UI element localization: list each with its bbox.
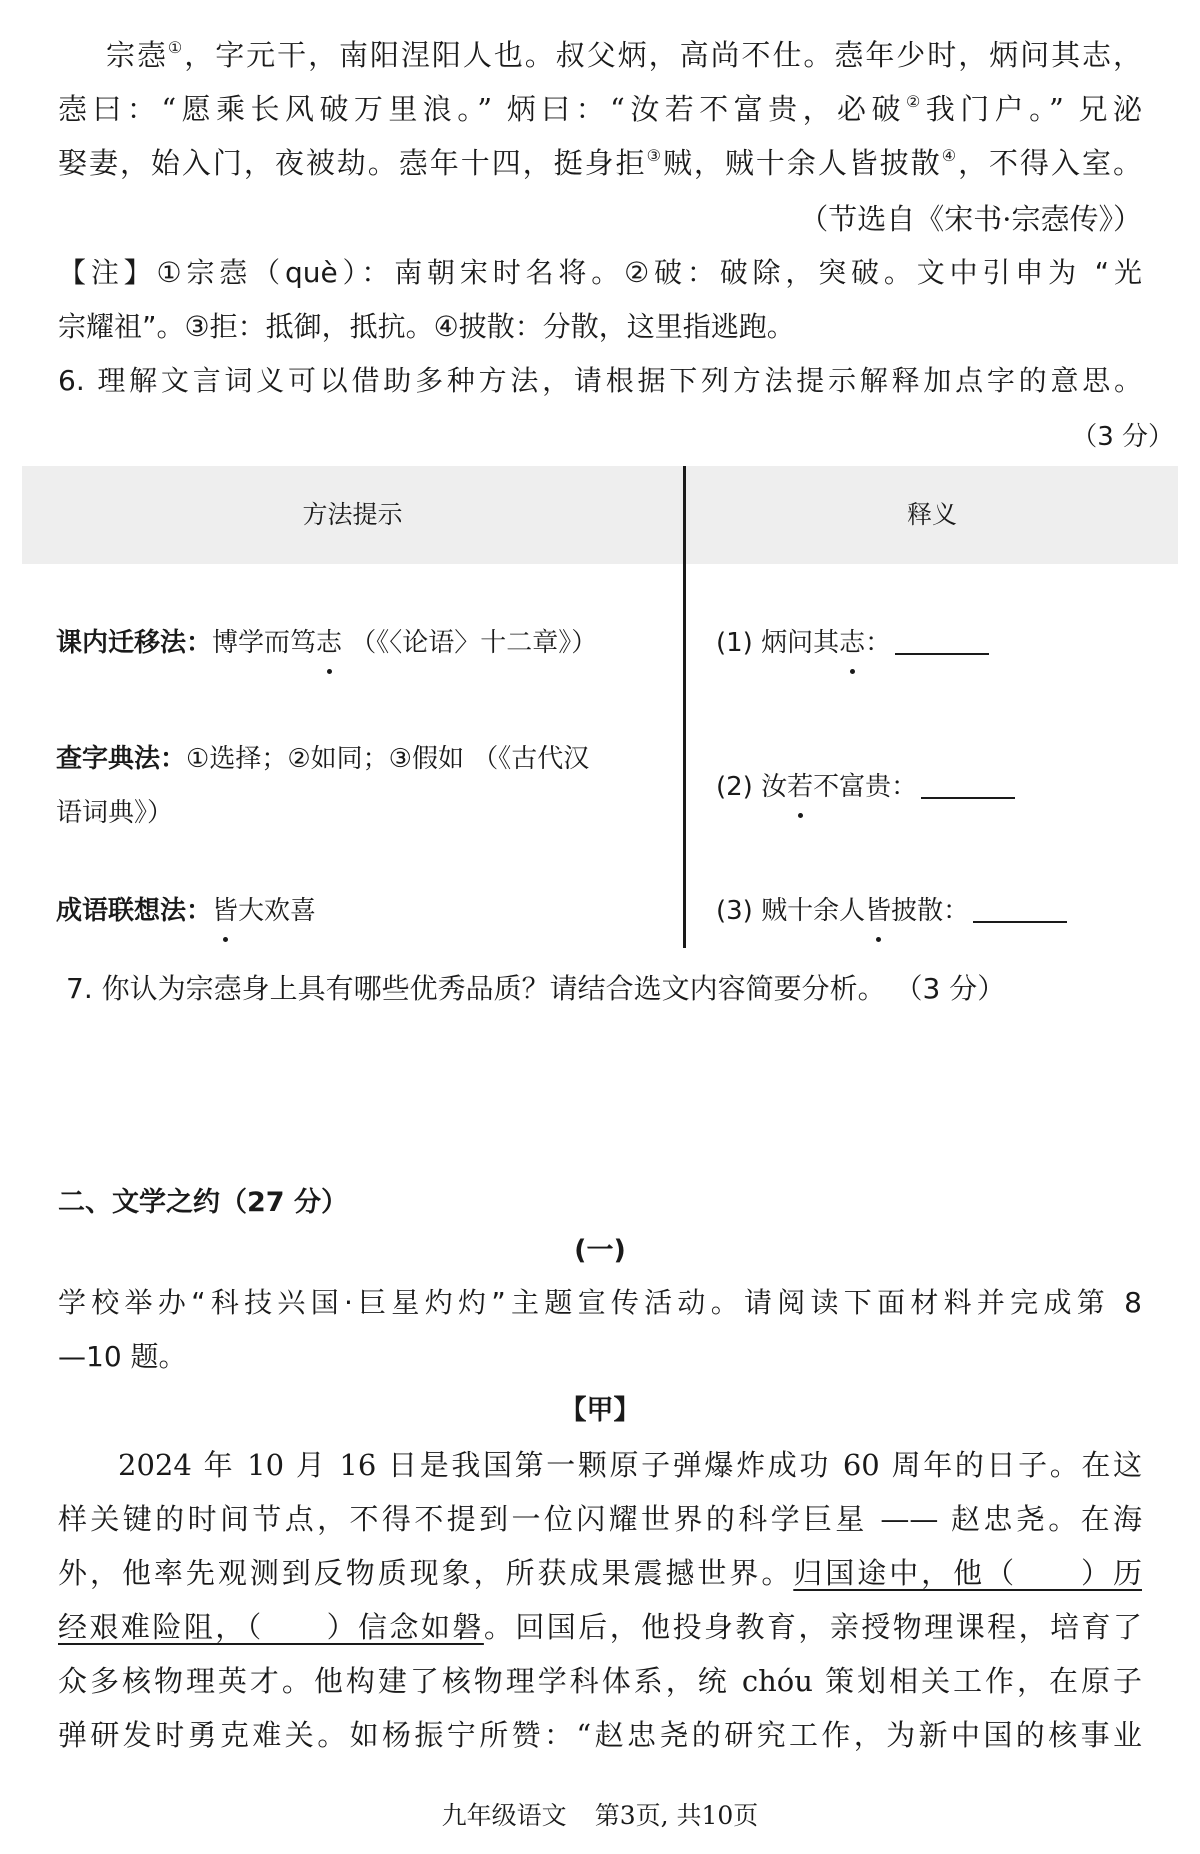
table-row-1-method: 课内迁移法：博学而笃志 （《〈论语〉十二章》） <box>56 616 597 670</box>
passage-line-1: 宗悫①，字元干，南阳涅阳人也。叔父炳，高尚不仕。悫年少时，炳问其志， <box>106 38 1142 72</box>
answer-blank-2[interactable] <box>921 777 1015 799</box>
table-row-2-gloss: (2) 汝若不富贵： <box>716 760 1015 814</box>
answer-blank-3[interactable] <box>973 901 1067 923</box>
table-row-2-method-cont: 语词典》） <box>56 798 174 828</box>
section-2-intro-1: 学校举办“科技兴国·巨星灼灼”主题宣传活动。请阅读下面材料并完成第 8 <box>58 1286 1142 1319</box>
table-row-2-method: 查字典法：①选择；②如同；③假如 （《古代汉 <box>56 744 590 774</box>
material-jia-heading: 【甲】 <box>559 1395 641 1426</box>
method-table <box>22 466 1178 948</box>
passage-line-3: 娶妻，始入门，夜被劫。悫年十四，挺身拒③贼，贼十余人皆披散④，不得入室。 <box>58 146 1142 180</box>
answer-blank-1[interactable] <box>895 633 989 655</box>
table-row-3-method: 成语联想法：皆大欢喜 <box>56 884 316 938</box>
material-line-6: 弹研发时勇克难关。如杨振宁所赞：“赵忠尧的研究工作，为新中国的核事业 <box>58 1718 1142 1752</box>
table-header-method: 方法提示 <box>302 500 403 529</box>
footer-subject: 九年级语文 <box>441 1801 567 1830</box>
table-header-gloss: 释义 <box>906 500 957 529</box>
material-line-4: 经艰难险阻，（ ）信念如磐。回国后，他投身教育，亲授物理课程，培育了 <box>58 1610 1142 1644</box>
section-2-title: 二、文学之约（27 分） <box>58 1187 348 1218</box>
table-row-1-gloss: (1) 炳问其志： <box>716 616 989 670</box>
material-line-3: 外，他率先观测到反物质现象，所获成果震撼世界。归国途中，他（ ）历 <box>58 1556 1142 1590</box>
table-row-3-gloss: (3) 贼十余人皆披散： <box>716 884 1067 938</box>
section-2-intro-2: —10 题。 <box>58 1340 187 1373</box>
notes-line-2: 宗耀祖”。③拒：抵御，抵抗。④披散：分散，这里指逃跑。 <box>58 310 795 343</box>
underlined-sentence: 归国途中，他（ ）历 <box>793 1556 1142 1590</box>
question-6-text: 6. 理解文言词义可以借助多种方法，请根据下列方法提示解释加点字的意思。 <box>58 364 1142 397</box>
material-line-1: 2024 年 10 月 16 日是我国第一颗原子弹爆炸成功 60 周年的日子。在这 <box>118 1448 1142 1482</box>
question-7-text: 7. 你认为宗悫身上具有哪些优秀品质？请结合选文内容简要分析。 （3 分） <box>66 972 1006 1005</box>
page-footer <box>0 1796 1200 1832</box>
section-2-subheading: (一) <box>574 1235 626 1266</box>
material-line-5: 众多核物理英才。他构建了核物理学科体系，统 chóu 策划相关工作，在原子 <box>58 1664 1142 1698</box>
passage-line-2: 悫曰：“愿乘长风破万里浪。” 炳曰：“汝若不富贵，必破②我门户。” 兄泌 <box>58 92 1143 126</box>
table-divider <box>683 466 686 948</box>
underlined-sentence-cont: 经艰难险阻，（ ）信念如磐 <box>58 1610 484 1644</box>
notes-line-1: 【注】①宗悫（què）：南朝宋时名将。②破：破除，突破。文中引申为 “光 <box>58 256 1142 289</box>
question-6-score: （3 分） <box>1071 422 1174 452</box>
passage-source: （节选自《宋书·宗悫传》） <box>799 202 1142 236</box>
material-line-2: 样关键的时间节点，不得不提到一位闪耀世界的科学巨星 —— 赵忠尧。在海 <box>58 1502 1142 1536</box>
footer-page-number: 第3页, 共10页 <box>594 1801 759 1830</box>
